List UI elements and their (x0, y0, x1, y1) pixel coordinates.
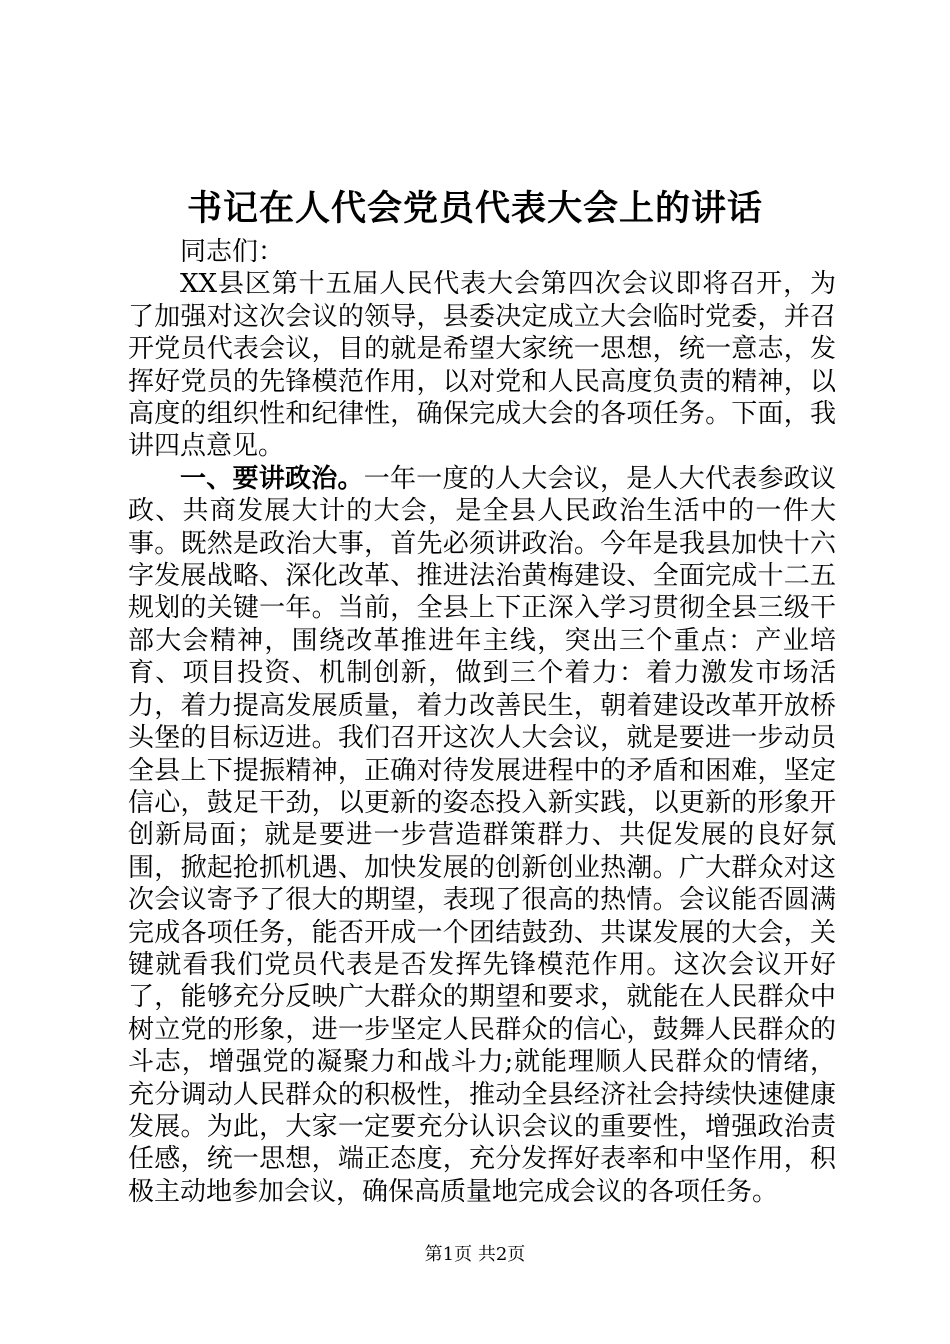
greeting: 同志们： (180, 237, 285, 267)
section-1-paragraph (128, 463, 836, 1208)
document-title: 书记在人代会党员代表大会上的讲话 (186, 188, 763, 229)
document-body (128, 236, 836, 1208)
section-1-heading: 一、要讲政治。 (180, 463, 364, 494)
page-footer: 第1页 共2页 (424, 1244, 526, 1265)
intro-paragraph: XX县区第十五届人民代表大会第四次会议即将召开，为了加强对这次会议的领导，县委决定成立大会临时党委，并召开党员代表会议，目的就是希望大家统一思想，统一意志，发挥好党员的先锋模范作用，以对党和人民高度负责的精神，以高度的组织性和纪律性，确保完成大会的各项任务。下面，我讲四点意见。 (128, 269, 836, 462)
section-1-text: 一年一度的人大会议，是人大代表参政议政、共商发展大计的大会，是全县人民政治生活中的一件大事。既然是政治大事，首先必须讲政治。今年是我县加快十六字发展战略、深化改革、推进法治黄梅建设、全面完成十二五规划的关键一年。当前，全县上下正深入学习贯彻全县三级干部大会精神，围绕改革推进年主线，突出三个重点：产业培育、项目投资、机制创新，做到三个着力：着力激发市场活力，着力提高发展质量，着力改善民生，朝着建设改革开放桥头堡的目标迈进。我们召开这次人大会议，就是要进一步动员全县上下提振精神，正确对待发展进程中的矛盾和困难，坚定信心，鼓足干劲，以更新的姿态投入新实践，以更新的形象开创新局面；就是要进一步营造群策群力、共促发展的良好氛围，掀起抢抓机遇、加快发展的创新创业热潮。广大群众对这次会议寄予了很大的期望，表现了很高的热情。会议能否圆满完成各项任务，能否开成一个团结鼓劲、共谋发展的大会，关键就看我们党员代表是否发挥先锋模范作用。这次会议开好了，能够充分反映广大群众的期望和要求，就能在人民群众中树立党的形象，进一步坚定人民群众的信心，鼓舞人民群众的斗志，增强党的凝聚力和战斗力;就能理顺人民群众的情绪，充分调动人民群众的积极性，推动全县经济社会持续快速健康发展。为此，大家一定要充分认识会议的重要性，增强政治责任感，统一思想，端正态度，充分发挥好表率和中坚作用，积极主动地参加会议，确保高质量地完成会议的各项任务。 (128, 463, 836, 1207)
